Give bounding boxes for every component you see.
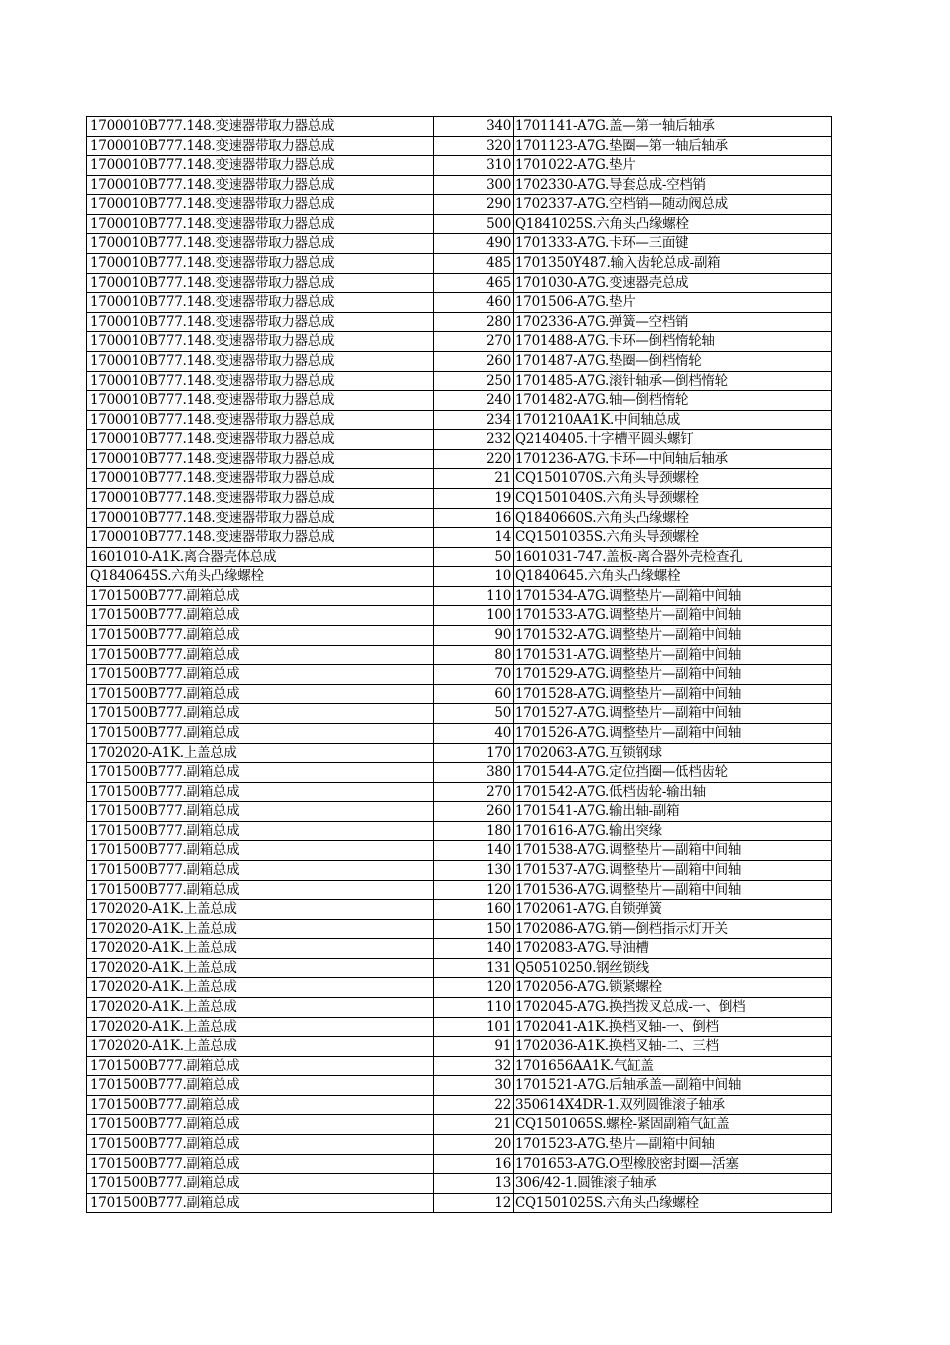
table-row bbox=[86, 195, 832, 215]
part-cell: 1701653-A7G.O型橡胶密封圈—活塞 bbox=[513, 1155, 832, 1174]
assembly-cell: 1702020-A1K.上盖总成 bbox=[86, 1018, 433, 1037]
table-row bbox=[86, 1057, 832, 1077]
table-row bbox=[86, 626, 832, 646]
table-row bbox=[86, 1135, 832, 1155]
assembly-cell: 1701500B777.副箱总成 bbox=[86, 802, 433, 821]
assembly-cell: 1701500B777.副箱总成 bbox=[86, 1174, 433, 1193]
table-row bbox=[86, 176, 832, 196]
assembly-cell: 1702020-A1K.上盖总成 bbox=[86, 959, 433, 978]
table-row bbox=[86, 567, 832, 587]
table-row bbox=[86, 861, 832, 881]
table-row bbox=[86, 685, 832, 705]
part-cell: 1701236-A7G.卡环—中间轴后轴承 bbox=[513, 450, 832, 469]
part-cell: 1701528-A7G.调整垫片—副箱中间轴 bbox=[513, 685, 832, 704]
position-number-cell: 310 bbox=[433, 156, 513, 175]
assembly-cell: 1702020-A1K.上盖总成 bbox=[86, 900, 433, 919]
assembly-cell: 1701500B777.副箱总成 bbox=[86, 626, 433, 645]
assembly-cell: 1701500B777.副箱总成 bbox=[86, 783, 433, 802]
part-cell: CQ1501025S.六角头凸缘螺栓 bbox=[513, 1194, 832, 1213]
position-number-cell: 30 bbox=[433, 1076, 513, 1095]
table-row bbox=[86, 489, 832, 509]
assembly-cell: 1702020-A1K.上盖总成 bbox=[86, 920, 433, 939]
table-row bbox=[86, 841, 832, 861]
part-cell: 1701533-A7G.调整垫片—副箱中间轴 bbox=[513, 606, 832, 625]
table-row bbox=[86, 372, 832, 392]
table-row bbox=[86, 881, 832, 901]
parts-table bbox=[86, 116, 832, 1213]
table-row bbox=[86, 450, 832, 470]
table-row bbox=[86, 1076, 832, 1096]
position-number-cell: 16 bbox=[433, 509, 513, 528]
assembly-cell: 1702020-A1K.上盖总成 bbox=[86, 978, 433, 997]
position-number-cell: 250 bbox=[433, 372, 513, 391]
position-number-cell: 460 bbox=[433, 293, 513, 312]
position-number-cell: 150 bbox=[433, 920, 513, 939]
part-cell: 350614X4DR-1.双列圆锥滚子轴承 bbox=[513, 1096, 832, 1115]
assembly-cell: 1701500B777.副箱总成 bbox=[86, 587, 433, 606]
part-cell: 1701537-A7G.调整垫片—副箱中间轴 bbox=[513, 861, 832, 880]
assembly-cell: 1700010B777.148.变速器带取力器总成 bbox=[86, 117, 433, 136]
part-cell: 1701544-A7G.定位挡圈—低档齿轮 bbox=[513, 763, 832, 782]
table-row bbox=[86, 137, 832, 157]
assembly-cell: 1701500B777.副箱总成 bbox=[86, 685, 433, 704]
position-number-cell: 131 bbox=[433, 959, 513, 978]
assembly-cell: 1700010B777.148.变速器带取力器总成 bbox=[86, 293, 433, 312]
table-row bbox=[86, 587, 832, 607]
assembly-cell: 1701500B777.副箱总成 bbox=[86, 704, 433, 723]
assembly-cell: 1701500B777.副箱总成 bbox=[86, 606, 433, 625]
position-number-cell: 19 bbox=[433, 489, 513, 508]
table-row bbox=[86, 1174, 832, 1194]
assembly-cell: 1702020-A1K.上盖总成 bbox=[86, 1037, 433, 1056]
table-row bbox=[86, 548, 832, 568]
part-cell: 1701333-A7G.卡环—三面键 bbox=[513, 234, 832, 253]
part-cell: 1601031-747.盖板-离合器外壳检查孔 bbox=[513, 548, 832, 567]
part-cell: 1701485-A7G.滚针轴承—倒档惰轮 bbox=[513, 372, 832, 391]
position-number-cell: 20 bbox=[433, 1135, 513, 1154]
table-row bbox=[86, 156, 832, 176]
part-cell: 1701488-A7G.卡环—倒档惰轮轴 bbox=[513, 332, 832, 351]
assembly-cell: 1701500B777.副箱总成 bbox=[86, 1096, 433, 1115]
part-cell: 1702056-A7G.锁紧螺栓 bbox=[513, 978, 832, 997]
part-cell: CQ1501040S.六角头导颈螺栓 bbox=[513, 489, 832, 508]
position-number-cell: 320 bbox=[433, 137, 513, 156]
table-row bbox=[86, 822, 832, 842]
position-number-cell: 140 bbox=[433, 939, 513, 958]
position-number-cell: 13 bbox=[433, 1174, 513, 1193]
assembly-cell: 1700010B777.148.变速器带取力器总成 bbox=[86, 372, 433, 391]
assembly-cell: 1701500B777.副箱总成 bbox=[86, 841, 433, 860]
assembly-cell: 1701500B777.副箱总成 bbox=[86, 1076, 433, 1095]
assembly-cell: 1701500B777.副箱总成 bbox=[86, 1057, 433, 1076]
part-cell: 1702041-A1K.换档叉轴-一、倒档 bbox=[513, 1018, 832, 1037]
table-row bbox=[86, 978, 832, 998]
position-number-cell: 120 bbox=[433, 881, 513, 900]
assembly-cell: 1701500B777.副箱总成 bbox=[86, 1194, 433, 1213]
table-row bbox=[86, 274, 832, 294]
table-row bbox=[86, 744, 832, 764]
position-number-cell: 80 bbox=[433, 646, 513, 665]
table-row bbox=[86, 215, 832, 235]
position-number-cell: 90 bbox=[433, 626, 513, 645]
part-cell: 1701123-A7G.垫圈—第一轴后轴承 bbox=[513, 137, 832, 156]
part-cell: 1702337-A7G.空档销—随动阀总成 bbox=[513, 195, 832, 214]
assembly-cell: 1700010B777.148.变速器带取力器总成 bbox=[86, 313, 433, 332]
assembly-cell: 1700010B777.148.变速器带取力器总成 bbox=[86, 215, 433, 234]
assembly-cell: 1701500B777.副箱总成 bbox=[86, 763, 433, 782]
part-cell: 1701541-A7G.输出轴-副箱 bbox=[513, 802, 832, 821]
table-row bbox=[86, 802, 832, 822]
part-cell: 1701210AA1K.中间轴总成 bbox=[513, 411, 832, 430]
part-cell: 1702083-A7G.导油槽 bbox=[513, 939, 832, 958]
assembly-cell: 1700010B777.148.变速器带取力器总成 bbox=[86, 391, 433, 410]
table-row bbox=[86, 724, 832, 744]
table-row bbox=[86, 411, 832, 431]
part-cell: 1701030-A7G.变速器壳总成 bbox=[513, 274, 832, 293]
table-row bbox=[86, 254, 832, 274]
assembly-cell: 1701500B777.副箱总成 bbox=[86, 822, 433, 841]
part-cell: 1701482-A7G.轴—倒档惰轮 bbox=[513, 391, 832, 410]
table-row bbox=[86, 1037, 832, 1057]
part-cell: 1702061-A7G.自锁弹簧 bbox=[513, 900, 832, 919]
assembly-cell: 1700010B777.148.变速器带取力器总成 bbox=[86, 430, 433, 449]
assembly-cell: 1701500B777.副箱总成 bbox=[86, 646, 433, 665]
position-number-cell: 260 bbox=[433, 802, 513, 821]
position-number-cell: 50 bbox=[433, 548, 513, 567]
assembly-cell: 1701500B777.副箱总成 bbox=[86, 1115, 433, 1134]
assembly-cell: 1700010B777.148.变速器带取力器总成 bbox=[86, 528, 433, 547]
assembly-cell: 1700010B777.148.变速器带取力器总成 bbox=[86, 254, 433, 273]
position-number-cell: 70 bbox=[433, 665, 513, 684]
assembly-cell: 1701500B777.副箱总成 bbox=[86, 665, 433, 684]
part-cell: 1702330-A7G.导套总成-空档销 bbox=[513, 176, 832, 195]
assembly-cell: 1601010-A1K.离合器壳体总成 bbox=[86, 548, 433, 567]
part-cell: 1701656AA1K.气缸盖 bbox=[513, 1057, 832, 1076]
part-cell: 1702045-A7G.换挡拨叉总成-一、倒档 bbox=[513, 998, 832, 1017]
assembly-cell: 1701500B777.副箱总成 bbox=[86, 881, 433, 900]
table-row bbox=[86, 998, 832, 1018]
table-row bbox=[86, 352, 832, 372]
assembly-cell: 1700010B777.148.变速器带取力器总成 bbox=[86, 234, 433, 253]
table-row bbox=[86, 665, 832, 685]
table-row bbox=[86, 959, 832, 979]
position-number-cell: 110 bbox=[433, 587, 513, 606]
position-number-cell: 110 bbox=[433, 998, 513, 1017]
assembly-cell: 1701500B777.副箱总成 bbox=[86, 1135, 433, 1154]
part-cell: Q50510250.钢丝锁线 bbox=[513, 959, 832, 978]
position-number-cell: 16 bbox=[433, 1155, 513, 1174]
part-cell: 1701487-A7G.垫圈—倒档惰轮 bbox=[513, 352, 832, 371]
part-cell: 1701532-A7G.调整垫片—副箱中间轴 bbox=[513, 626, 832, 645]
part-cell: 1702336-A7G.弹簧—空档销 bbox=[513, 313, 832, 332]
assembly-cell: 1702020-A1K.上盖总成 bbox=[86, 998, 433, 1017]
position-number-cell: 14 bbox=[433, 528, 513, 547]
assembly-cell: 1700010B777.148.变速器带取力器总成 bbox=[86, 137, 433, 156]
assembly-cell: 1700010B777.148.变速器带取力器总成 bbox=[86, 469, 433, 488]
position-number-cell: 91 bbox=[433, 1037, 513, 1056]
position-number-cell: 21 bbox=[433, 1115, 513, 1134]
table-row bbox=[86, 920, 832, 940]
assembly-cell: 1701500B777.副箱总成 bbox=[86, 724, 433, 743]
part-cell: 1702086-A7G.销—倒档指示灯开关 bbox=[513, 920, 832, 939]
position-number-cell: 220 bbox=[433, 450, 513, 469]
part-cell: Q2140405.十字槽平圆头螺钉 bbox=[513, 430, 832, 449]
assembly-cell: 1700010B777.148.变速器带取力器总成 bbox=[86, 195, 433, 214]
position-number-cell: 40 bbox=[433, 724, 513, 743]
assembly-cell: 1702020-A1K.上盖总成 bbox=[86, 939, 433, 958]
position-number-cell: 120 bbox=[433, 978, 513, 997]
part-cell: 1701531-A7G.调整垫片—副箱中间轴 bbox=[513, 646, 832, 665]
part-cell: 1701022-A7G.垫片 bbox=[513, 156, 832, 175]
position-number-cell: 290 bbox=[433, 195, 513, 214]
table-row bbox=[86, 313, 832, 333]
position-number-cell: 270 bbox=[433, 332, 513, 351]
position-number-cell: 130 bbox=[433, 861, 513, 880]
table-row bbox=[86, 1096, 832, 1116]
part-cell: 1701529-A7G.调整垫片—副箱中间轴 bbox=[513, 665, 832, 684]
part-cell: CQ1501070S.六角头导颈螺栓 bbox=[513, 469, 832, 488]
part-cell: 1701526-A7G.调整垫片—副箱中间轴 bbox=[513, 724, 832, 743]
table-row bbox=[86, 1115, 832, 1135]
position-number-cell: 280 bbox=[433, 313, 513, 332]
part-cell: 1701350Y487.输入齿轮总成-副箱 bbox=[513, 254, 832, 273]
table-row bbox=[86, 1194, 832, 1214]
assembly-cell: 1700010B777.148.变速器带取力器总成 bbox=[86, 156, 433, 175]
assembly-cell: 1701500B777.副箱总成 bbox=[86, 1155, 433, 1174]
position-number-cell: 50 bbox=[433, 704, 513, 723]
position-number-cell: 170 bbox=[433, 744, 513, 763]
assembly-cell: 1700010B777.148.变速器带取力器总成 bbox=[86, 332, 433, 351]
part-cell: Q1840645.六角头凸缘螺栓 bbox=[513, 567, 832, 586]
table-row bbox=[86, 234, 832, 254]
assembly-cell: 1700010B777.148.变速器带取力器总成 bbox=[86, 274, 433, 293]
position-number-cell: 180 bbox=[433, 822, 513, 841]
position-number-cell: 232 bbox=[433, 430, 513, 449]
assembly-cell: 1700010B777.148.变速器带取力器总成 bbox=[86, 450, 433, 469]
table-row bbox=[86, 391, 832, 411]
position-number-cell: 270 bbox=[433, 783, 513, 802]
position-number-cell: 12 bbox=[433, 1194, 513, 1213]
position-number-cell: 10 bbox=[433, 567, 513, 586]
position-number-cell: 300 bbox=[433, 176, 513, 195]
table-row bbox=[86, 117, 832, 137]
position-number-cell: 485 bbox=[433, 254, 513, 273]
position-number-cell: 340 bbox=[433, 117, 513, 136]
part-cell: 1701536-A7G.调整垫片—副箱中间轴 bbox=[513, 881, 832, 900]
position-number-cell: 380 bbox=[433, 763, 513, 782]
position-number-cell: 32 bbox=[433, 1057, 513, 1076]
part-cell: Q1840660S.六角头凸缘螺栓 bbox=[513, 509, 832, 528]
part-cell: 1701506-A7G.垫片 bbox=[513, 293, 832, 312]
position-number-cell: 240 bbox=[433, 391, 513, 410]
table-row bbox=[86, 900, 832, 920]
position-number-cell: 490 bbox=[433, 234, 513, 253]
part-cell: 1701542-A7G.低档齿轮-输出轴 bbox=[513, 783, 832, 802]
assembly-cell: Q1840645S.六角头凸缘螺栓 bbox=[86, 567, 433, 586]
part-cell: 1701616-A7G.输出突缘 bbox=[513, 822, 832, 841]
table-row bbox=[86, 704, 832, 724]
part-cell: Q1841025S.六角头凸缘螺栓 bbox=[513, 215, 832, 234]
assembly-cell: 1700010B777.148.变速器带取力器总成 bbox=[86, 489, 433, 508]
assembly-cell: 1701500B777.副箱总成 bbox=[86, 861, 433, 880]
table-row bbox=[86, 783, 832, 803]
position-number-cell: 260 bbox=[433, 352, 513, 371]
part-cell: 1702036-A1K.换档叉轴-二、三档 bbox=[513, 1037, 832, 1056]
part-cell: 1701527-A7G.调整垫片—副箱中间轴 bbox=[513, 704, 832, 723]
position-number-cell: 22 bbox=[433, 1096, 513, 1115]
table-row bbox=[86, 332, 832, 352]
position-number-cell: 160 bbox=[433, 900, 513, 919]
assembly-cell: 1700010B777.148.变速器带取力器总成 bbox=[86, 509, 433, 528]
position-number-cell: 234 bbox=[433, 411, 513, 430]
part-cell: CQ1501035S.六角头导颈螺栓 bbox=[513, 528, 832, 547]
table-row bbox=[86, 1018, 832, 1038]
part-cell: CQ1501065S.螺栓-紧固副箱气缸盖 bbox=[513, 1115, 832, 1134]
part-cell: 1701521-A7G.后轴承盖—副箱中间轴 bbox=[513, 1076, 832, 1095]
table-row bbox=[86, 763, 832, 783]
part-cell: 1702063-A7G.互锁钢球 bbox=[513, 744, 832, 763]
position-number-cell: 100 bbox=[433, 606, 513, 625]
assembly-cell: 1700010B777.148.变速器带取力器总成 bbox=[86, 411, 433, 430]
table-row bbox=[86, 509, 832, 529]
table-row bbox=[86, 939, 832, 959]
table-row bbox=[86, 606, 832, 626]
part-cell: 1701523-A7G.垫片—副箱中间轴 bbox=[513, 1135, 832, 1154]
position-number-cell: 101 bbox=[433, 1018, 513, 1037]
table-row bbox=[86, 1155, 832, 1175]
part-cell: 1701534-A7G.调整垫片—副箱中间轴 bbox=[513, 587, 832, 606]
position-number-cell: 21 bbox=[433, 469, 513, 488]
table-row bbox=[86, 646, 832, 666]
table-row bbox=[86, 293, 832, 313]
assembly-cell: 1700010B777.148.变速器带取力器总成 bbox=[86, 352, 433, 371]
table-row bbox=[86, 430, 832, 450]
part-cell: 1701538-A7G.调整垫片—副箱中间轴 bbox=[513, 841, 832, 860]
part-cell: 306/42-1.圆锥滚子轴承 bbox=[513, 1174, 832, 1193]
position-number-cell: 140 bbox=[433, 841, 513, 860]
assembly-cell: 1700010B777.148.变速器带取力器总成 bbox=[86, 176, 433, 195]
assembly-cell: 1702020-A1K.上盖总成 bbox=[86, 744, 433, 763]
position-number-cell: 465 bbox=[433, 274, 513, 293]
table-row bbox=[86, 469, 832, 489]
position-number-cell: 500 bbox=[433, 215, 513, 234]
part-cell: 1701141-A7G.盖—第一轴后轴承 bbox=[513, 117, 832, 136]
position-number-cell: 60 bbox=[433, 685, 513, 704]
table-row bbox=[86, 528, 832, 548]
